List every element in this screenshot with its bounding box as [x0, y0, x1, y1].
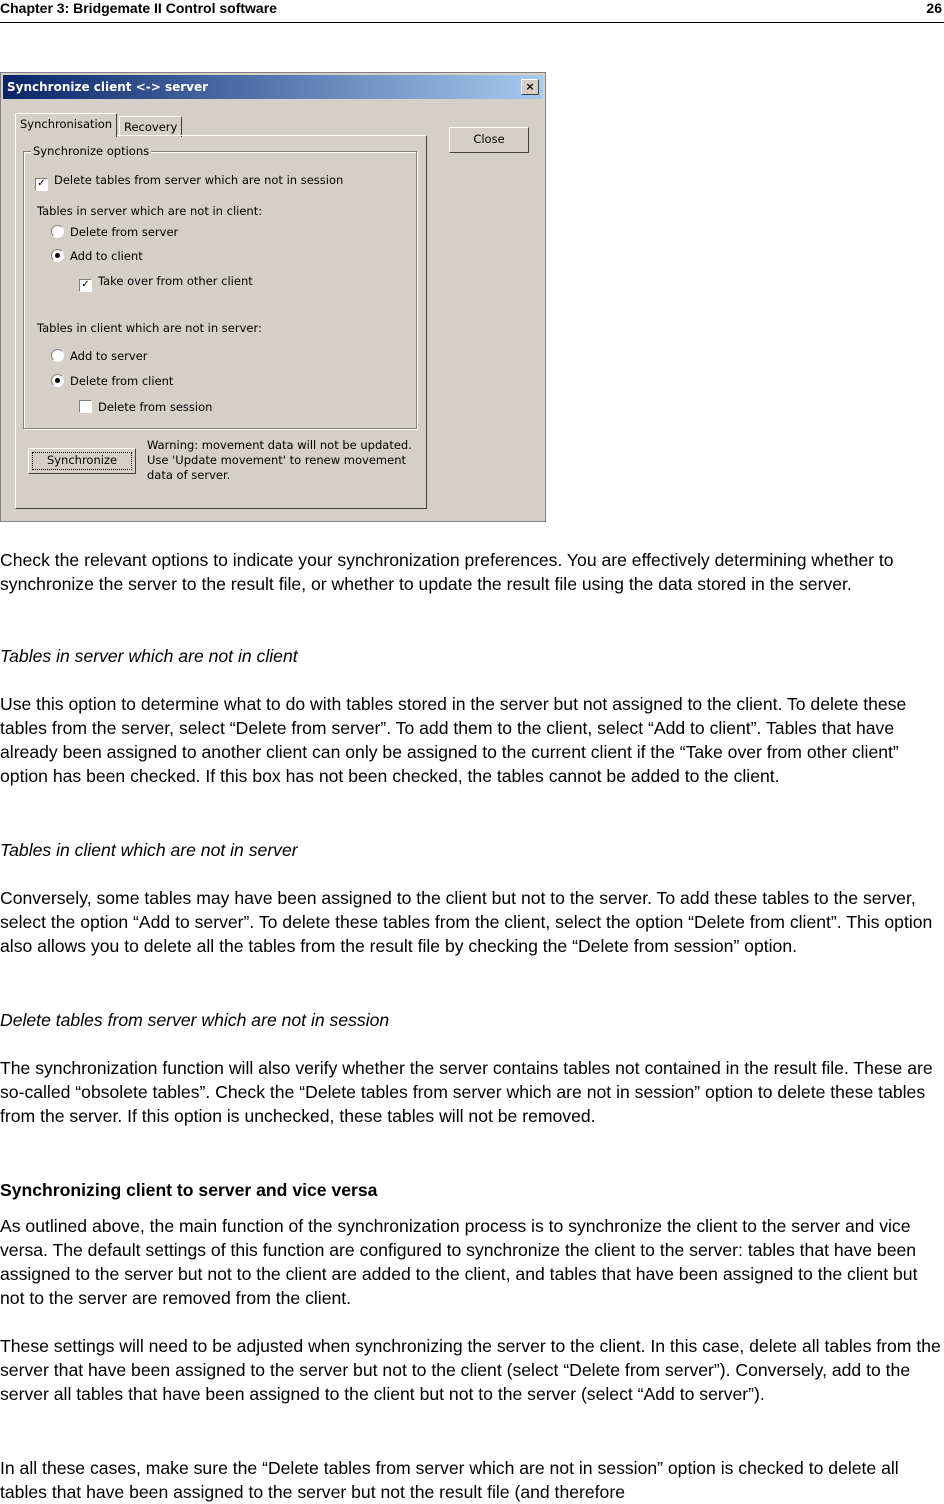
paragraph-server-tables	[0, 692, 944, 788]
page-header	[0, 0, 944, 23]
heading-delete-obsolete: Delete tables from server which are not in session	[0, 1010, 390, 1030]
paragraph-text: Conversely, some tables may have been assigned to the client but not to the server. To add these tables to the server, select the option “Add to server”. To delete these tables from the client, select the option “Delete from client”. This option also allows you to delete all the tables from the result file by checking the “Delete from session” option.	[0, 888, 933, 956]
delete-obsolete-label: Delete tables from server which are not in session	[54, 173, 344, 187]
delete-obsolete-option[interactable]	[35, 173, 343, 191]
paragraph-adjust-settings	[0, 1334, 944, 1406]
radio-selected-icon[interactable]	[51, 374, 64, 387]
heading-server-tables: Tables in server which are not in client	[0, 646, 298, 666]
add-to-client-option[interactable]	[51, 249, 143, 263]
tab-recovery[interactable]: Recovery	[119, 116, 182, 137]
delete-from-client-option[interactable]	[51, 374, 173, 388]
page-number: 26	[926, 0, 942, 16]
paragraph-text: The synchronization function will also verify whether the server contains tables not contained in the result file. These are so-called “obsolete tables”. Check the “Delete tables from server which are not in session” option to delete these tables from the server. If this option is unchecked, these tables will not be removed.	[0, 1058, 933, 1126]
checkbox-icon[interactable]	[79, 400, 92, 413]
take-over-label: Take over from other client	[98, 274, 253, 288]
warning-text: Warning: movement data will not be updated. Use 'Update movement' to renew movement data of server.	[147, 438, 412, 482]
take-over-option[interactable]	[79, 274, 253, 292]
close-icon[interactable]: ×	[521, 79, 539, 95]
paragraph-text: As outlined above, the main function of the synchronization process is to synchronize the client to the server and vice versa. The default settings of this function are configured to synchronize the client to the server: tables that have been assigned to the server but not to the client are added to the client, and tables that have been assigned to the client but not to the server are removed from the client.	[0, 1216, 918, 1308]
radio-icon[interactable]	[51, 349, 64, 362]
paragraph-client-tables	[0, 886, 944, 958]
delete-from-session-option[interactable]	[79, 400, 212, 414]
paragraph-text: These settings will need to be adjusted when synchronizing the server to the client. In this case, delete all tables from the server that have been assigned to the server but not to the client (select “Delete from server”). Conversely, add to the server all tables that have been assigned to the client but not to the server (select “Add to server”).	[0, 1336, 941, 1404]
radio-icon[interactable]	[51, 225, 64, 238]
delete-from-client-label: Delete from client	[70, 374, 174, 388]
paragraph-text: Check the relevant options to indicate your synchronization preferences. You are effectively determining whether to synchronize the server to the result file, or whether to update the result file using the data stored in the server.	[0, 550, 894, 594]
server-tables-heading: Tables in server which are not in client:	[37, 204, 263, 218]
client-tables-heading: Tables in client which are not in server:	[37, 321, 262, 335]
heading-client-tables: Tables in client which are not in server	[0, 840, 298, 860]
add-to-server-option[interactable]	[51, 349, 148, 363]
delete-from-session-label: Delete from session	[98, 400, 213, 414]
checkbox-checked-icon[interactable]: ✓	[35, 178, 48, 191]
synchronize-button[interactable]: Synchronize	[28, 448, 136, 474]
tab-synchronisation[interactable]: Synchronisation	[15, 113, 117, 137]
add-to-client-label: Add to client	[70, 249, 143, 263]
heading-synchronizing: Synchronizing client to server and vice versa	[0, 1180, 378, 1200]
paragraph-intro	[0, 548, 944, 596]
chapter-title: Chapter 3: Bridgemate II Control software	[0, 0, 277, 16]
delete-from-server-label: Delete from server	[70, 225, 179, 239]
dialog-title: Synchronize client <-> server	[7, 80, 209, 94]
paragraph-synchronizing	[0, 1214, 944, 1310]
radio-selected-icon[interactable]	[51, 249, 64, 262]
checkbox-checked-icon[interactable]: ✓	[79, 279, 92, 292]
group-label: Synchronize options	[33, 144, 150, 158]
dialog-title-bar	[3, 75, 543, 99]
paragraph-text: Use this option to determine what to do with tables stored in the server but not assigned to the client. To delete these tables from the server, select “Delete from server”. To add them to the client, select “Add to client”. Tables that have already been assigned to another client can only be assigned to the current client if the “Take over from other client” option has been checked. If this box has not been checked, the tables cannot be added to the client.	[0, 694, 907, 786]
add-to-server-label: Add to server	[70, 349, 148, 363]
paragraph-all-cases	[0, 1456, 944, 1504]
delete-from-server-option[interactable]	[51, 225, 178, 239]
synchronize-dialog	[0, 72, 546, 522]
close-button[interactable]: Close	[449, 127, 529, 153]
paragraph-delete-obsolete	[0, 1056, 944, 1128]
paragraph-text: In all these cases, make sure the “Delete tables from server which are not in session” option is checked to delete all tables that have been assigned to the server but not the result file (and therefore	[0, 1458, 899, 1502]
